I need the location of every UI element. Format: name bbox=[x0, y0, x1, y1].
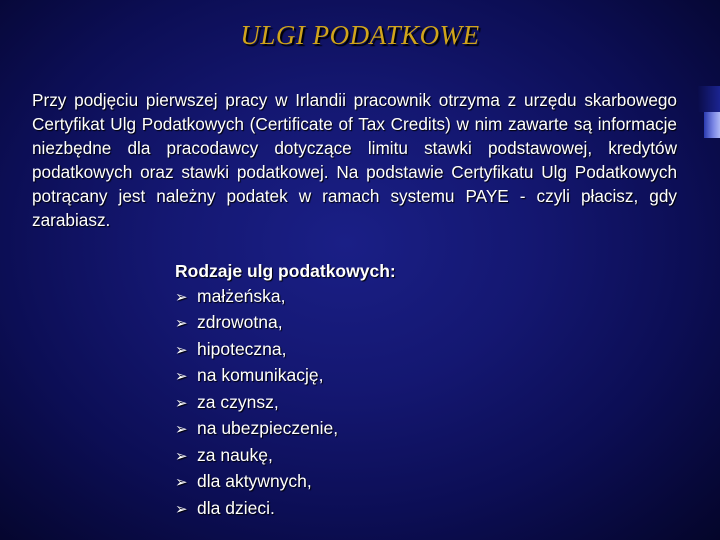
list-item bbox=[175, 363, 396, 390]
arrow-bullet-icon: ➢ bbox=[175, 474, 188, 491]
arrow-bullet-icon: ➢ bbox=[175, 368, 188, 385]
arrow-bullet-icon: ➢ bbox=[175, 447, 188, 465]
list-item-label: małżeńska, bbox=[197, 285, 286, 306]
tax-credits-list-block bbox=[175, 259, 396, 522]
intro-paragraph: Przy podjęciu pierwszej pracy w Irlandii pracownik otrzyma z urzędu skarbowego Certyfikat Ulg Podatkowych (Certificate of Tax Credits) w nim zawarte są informacje niezbędne dla pracodawcy dotyczące limitu stawki podstawowej, kredytów podatkowych oraz stawki podatkowej. Na podstawie Certyfikatu Ulg Podatkowych potrącany jest należny podatek w ramach systemu PAYE - czyli płacisz, gdy zarabiasz. bbox=[32, 90, 677, 230]
list-item bbox=[175, 390, 396, 417]
decorative-side-bar-dark bbox=[698, 86, 720, 112]
list-item-label: dla aktywnych, bbox=[197, 471, 312, 491]
list-item-label: na komunikację, bbox=[197, 365, 324, 385]
list-item-label: hipoteczna, bbox=[197, 338, 287, 359]
list-item bbox=[175, 310, 396, 337]
list-item-label: za naukę, bbox=[197, 444, 273, 465]
list-item bbox=[175, 469, 396, 496]
list-item-label: dla dzieci. bbox=[197, 497, 275, 518]
list-item bbox=[175, 337, 396, 364]
slide-title: ULGI PODATKOWE bbox=[240, 20, 480, 50]
list-item-label: zdrowotna, bbox=[197, 312, 283, 332]
arrow-bullet-icon: ➢ bbox=[175, 421, 188, 438]
arrow-bullet-icon: ➢ bbox=[175, 394, 188, 412]
tax-credits-list bbox=[175, 284, 396, 523]
list-heading: Rodzaje ulg podatkowych: bbox=[175, 261, 396, 281]
arrow-bullet-icon: ➢ bbox=[175, 341, 188, 359]
decorative-side-bar bbox=[704, 112, 720, 138]
list-item bbox=[175, 443, 396, 470]
list-item bbox=[175, 496, 396, 523]
arrow-bullet-icon: ➢ bbox=[175, 315, 188, 332]
list-item bbox=[175, 416, 396, 443]
list-item-label: na ubezpieczenie, bbox=[197, 418, 339, 438]
arrow-bullet-icon: ➢ bbox=[175, 288, 188, 306]
list-item bbox=[175, 284, 396, 311]
arrow-bullet-icon: ➢ bbox=[175, 500, 188, 518]
list-item-label: za czynsz, bbox=[197, 391, 279, 412]
